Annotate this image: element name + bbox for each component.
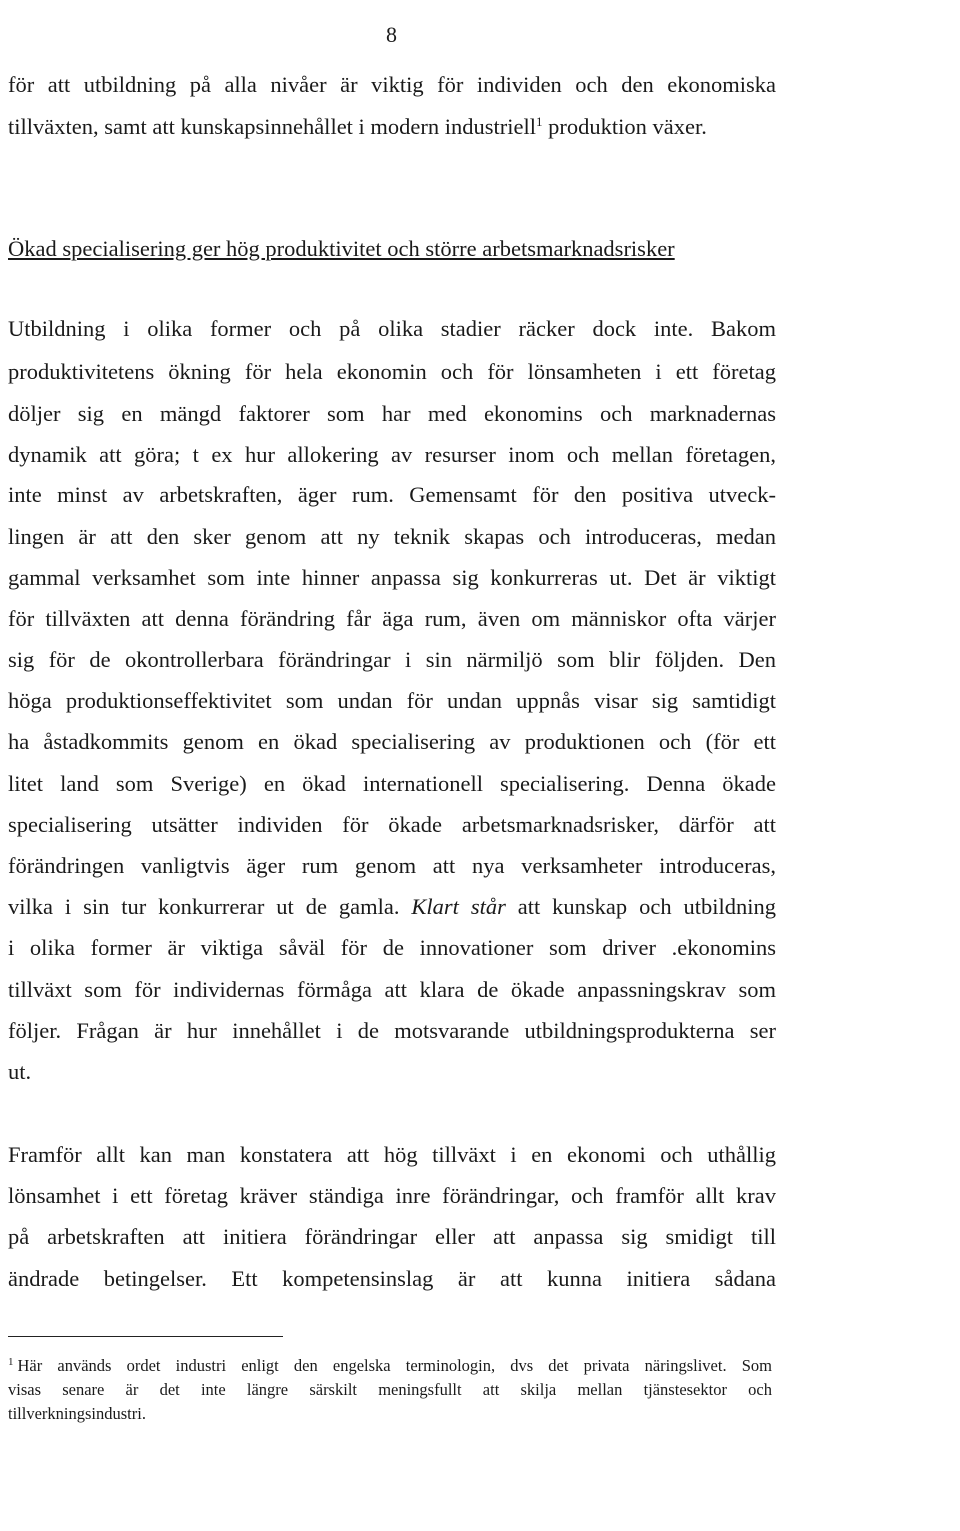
text-line: gammal verksamhet som inte hinner anpassa sig konkurreras ut. Det är viktigt	[8, 565, 776, 590]
text-line: ändrade betingelser. Ett kompetensinslag är att kunna initiera sådana	[8, 1266, 776, 1291]
text-line: tillväxt som för individernas förmåga att klara de ökade anpassningskrav som	[8, 977, 776, 1002]
text-line: ut.	[8, 1059, 32, 1084]
text-line: i olika former är viktiga såväl för de innovationer som driver .ekonomins	[8, 935, 776, 960]
text-line: Utbildning i olika former och på olika stadier räcker dock inte. Bakom	[8, 316, 776, 341]
text-line: på arbetskraften att initiera förändringar eller att anpassa sig smidigt till	[8, 1224, 776, 1249]
emphasis-text: Klart står	[411, 894, 506, 919]
text-line: sig för de okontrollerbara förändringar i sin närmiljö som blir följden. Den	[8, 647, 776, 672]
text-line: döljer sig en mängd faktorer som har med ekonomins och marknadernas	[8, 401, 776, 426]
section-heading: Ökad specialisering ger hög produktivitet och större arbetsmarknadsrisker	[8, 236, 675, 261]
text-line: produktivitetens ökning för hela ekonomin och för lönsamheten i ett företag	[8, 359, 776, 384]
footnote-number: 1	[8, 1356, 14, 1368]
text-line	[8, 896, 776, 919]
text-line: Framför allt kan man konstatera att hög tillväxt i en ekonomi och uthållig	[8, 1142, 776, 1167]
text-line: för att utbildning på alla nivåer är viktig för individen och den ekonomiska	[8, 72, 776, 97]
text-line: lingen är att den sker genom att ny teknik skapas och introduceras, medan	[8, 524, 776, 549]
footnote-reference: 1	[536, 114, 543, 129]
text-line: litet land som Sverige) en ökad internationell specialisering. Denna ökade	[8, 771, 776, 796]
text-line: för tillväxten att denna förändring får äga rum, även om människor ofta värjer	[8, 606, 776, 631]
footnote-line: tillverkningsindustri.	[8, 1404, 146, 1423]
text-fragment: Här används ordet industri enligt den engelska terminologin, dvs det privata näringslivet. Som	[17, 1356, 772, 1375]
text-line: höga produktionseffektivitet som undan för undan uppnås visar sig samtidigt	[8, 688, 776, 713]
page-number: 8	[386, 22, 397, 47]
text-line: inte minst av arbetskraften, äger rum. Gemensamt för den positiva utveck-	[8, 482, 776, 507]
text-fragment: produktion växer.	[542, 114, 707, 139]
text-line: lönsamhet i ett företag kräver ständiga inre förändringar, och framför allt krav	[8, 1183, 776, 1208]
text-fragment: tillväxten, samt att kunskapsinnehållet i modern industriell	[8, 114, 537, 139]
text-line: förändringen vanligtvis äger rum genom att nya verksamheter introduceras,	[8, 853, 776, 878]
text-line: dynamik att göra; t ex hur allokering av resurser inom och mellan företagen,	[8, 442, 776, 467]
text-line: följer. Frågan är hur innehållet i de motsvarande utbildningsprodukterna ser	[8, 1018, 776, 1043]
text-fragment: att kunskap och utbildning	[505, 894, 776, 919]
text-line: ha åstadkommits genom en ökad specialisering av produktionen och (för ett	[8, 729, 776, 754]
text-fragment: vilka i sin tur konkurrerar ut de gamla.	[8, 894, 412, 919]
footnote-divider	[8, 1336, 283, 1337]
text-line	[8, 116, 707, 139]
footnote-line: visas senare är det inte längre särskilt meningsfullt att skilja mellan tjänstesektor och	[8, 1380, 772, 1399]
footnote-line	[8, 1358, 772, 1375]
text-line: specialisering utsätter individen för ökade arbetsmarknadsrisker, därför att	[8, 812, 776, 837]
